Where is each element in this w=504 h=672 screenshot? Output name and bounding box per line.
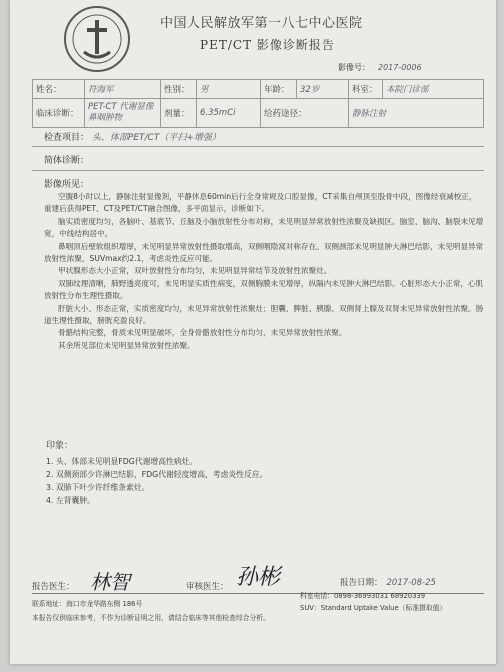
report-title: PET/CT 影像诊断报告 (200, 38, 335, 52)
reviewer-label: 审核医生： (186, 582, 229, 592)
patient-info-table (32, 79, 484, 128)
reviewer-signature: 孙彬 (236, 565, 281, 590)
sex-label: 性别： (161, 80, 197, 99)
findings-paragraph: 其余所见部位未见明显异常放射性浓聚。 (58, 340, 195, 350)
findings-paragraph: 肝脏大小、形态正常，实质密度均匀，未见异常放射性浓聚灶；胆囊、脾脏、胰腺、双侧肾上腺及双肾未见异常放射性浓聚。肠道生理性摄取，膀胱充盈良好。 (44, 303, 484, 326)
divider (32, 170, 484, 171)
patient-name: 符海军 (85, 80, 161, 99)
findings-label: 影像所见： (44, 180, 90, 190)
report-date: 报告日期： 2017-08-25 (340, 578, 436, 588)
address: 联系地址：海口市龙华路东侧 186号 (32, 600, 143, 608)
findings-text (44, 191, 484, 352)
suv-note: SUV：Standard Uptake Value（标准摄取值） (300, 604, 447, 612)
findings-paragraph: 空腹8小时以上，静脉注射显像剂，平静休息60min后行全身常规及口腔显像，CT采集自颅顶至股骨中段，图像经衰减校正，重建后获得PET、CT及PET/CT融合图像，多平面显示，诊断如下。 (44, 192, 477, 214)
clinical-diagnosis: PET-CT 代谢显像 鼻咽肿物 (85, 99, 161, 128)
divider (32, 146, 484, 147)
patient-sex: 男 (197, 80, 261, 99)
image-number: 影像号： 2017-0006 (338, 63, 422, 72)
name-label: 姓名： (33, 80, 85, 99)
hospital-logo (62, 4, 132, 74)
route-value: 静脉注射 (349, 99, 484, 128)
history-label: 简体诊断： (44, 156, 90, 166)
disclaimer: 本报告仅供临床参考，不作为诊断证明之用，请结合临床等其他检查综合分析。 (32, 614, 270, 622)
findings-paragraph: 双肺纹理清晰，肺野透亮度可，未见明显实质性病变，双侧胸膜未见增厚，纵隔内未见肿大淋巴结影。心脏形态大小正常，心肌放射性分布生理性摄取。 (44, 278, 484, 301)
patient-dept: 本院门诊部 (383, 80, 484, 99)
findings-paragraph: 脑实质密度均匀，各脑叶、基底节、丘脑及小脑放射性分布对称，未见明显异常放射性浓聚及缺损区。脑室、脑沟、脑裂未见增宽，中线结构居中。 (44, 216, 484, 239)
impression-item: 2. 双侧颈部少许淋巴结影，FDG代谢轻度增高，考虑炎性反应。 (46, 470, 268, 479)
reporter-label: 报告医生： (32, 582, 75, 592)
impression-item: 3. 双肺下叶少许纤维条索灶。 (46, 483, 150, 492)
dept-label: 科室： (349, 80, 383, 99)
impression-item: 4. 左肾囊肿。 (46, 496, 95, 505)
exam-item: 检查项目： 头、体部PET/CT（平扫+增强） (44, 133, 221, 143)
report-page (10, 0, 496, 664)
dose-value: 6.35mCi (197, 99, 261, 128)
findings-paragraph: 骨骼结构完整，骨质未见明显破坏，全身骨骼放射性分布均匀，未见异常放射性浓聚。 (58, 328, 347, 338)
patient-age: 32岁 (297, 80, 349, 99)
reporter-signature: 林智 (90, 570, 130, 594)
age-label: 年龄： (261, 80, 297, 99)
findings-paragraph: 鼻咽顶后壁软组织增厚，未见明显异常放射性摄取增高，双侧咽隐窝对称存在。双侧颈部未见明显肿大淋巴结影，未见明显异常放射性浓聚，SUVmax约2.1，考虑炎性反应可能。 (44, 241, 484, 264)
findings-paragraph: 甲状腺形态大小正常，双叶放射性分布均匀，未见明显异常结节及放射性浓聚灶。 (58, 266, 332, 276)
dose-label: 剂量： (161, 99, 197, 128)
impressions (46, 440, 476, 507)
impressions-label: 印象： (46, 441, 74, 451)
diagnosis-label: 临床诊断： (33, 99, 85, 128)
phone: 科室电话：0898-36993031 68920339 (300, 592, 426, 600)
route-label: 给药途径： (261, 99, 349, 128)
hospital-name: 中国人民解放军第一八七中心医院 (160, 16, 363, 31)
impression-item: 1. 头、体部未见明显FDG代谢增高性病灶。 (46, 457, 198, 466)
